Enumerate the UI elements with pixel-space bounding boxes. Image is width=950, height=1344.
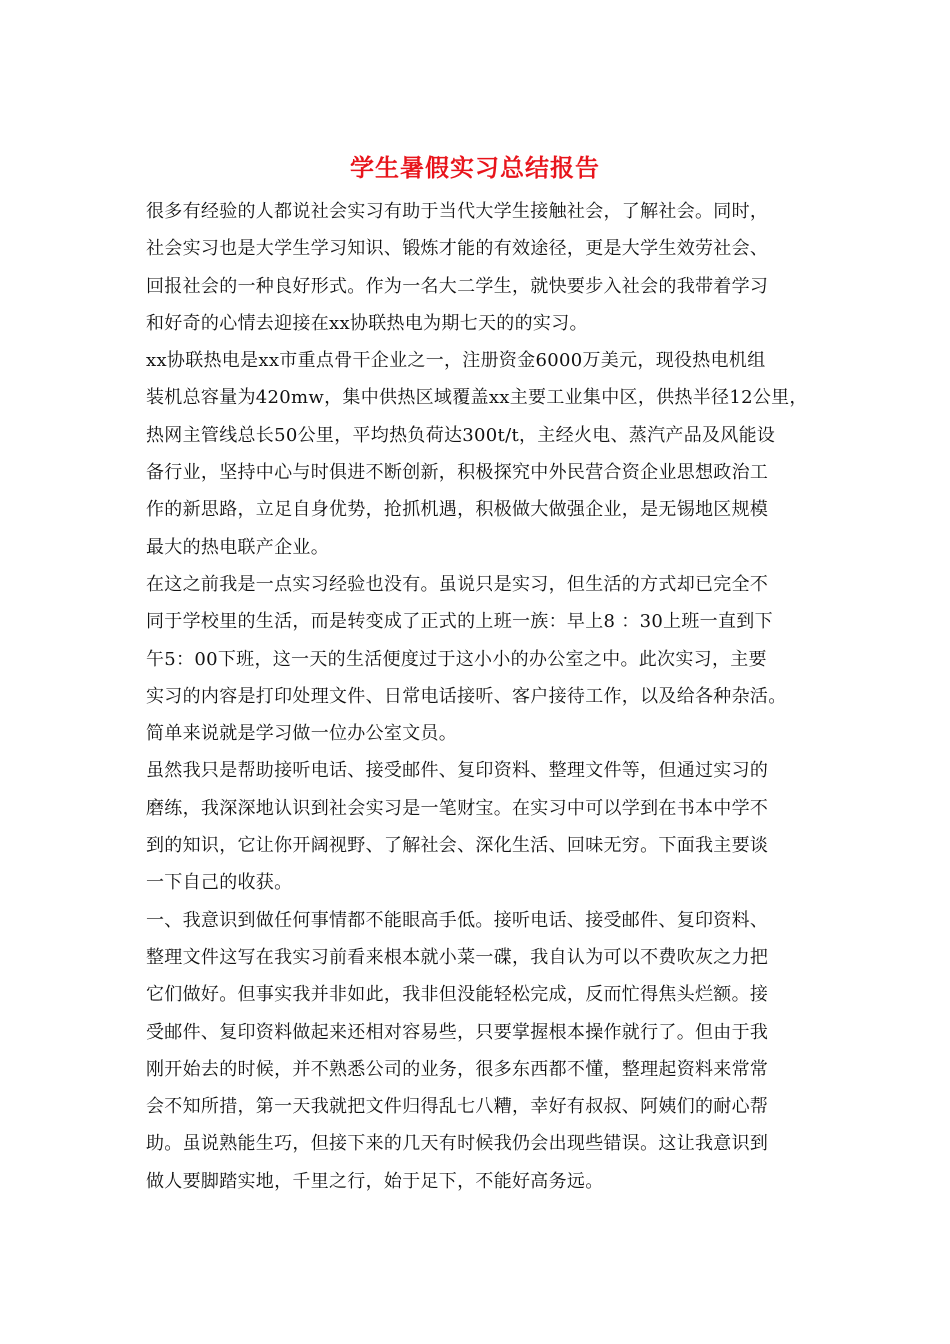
body-line: 社会实习也是大学生学习知识、锻炼才能的有效途径，更是大学生效劳社会、 (146, 238, 769, 260)
body-line: 做人要脚踏实地，千里之行，始于足下，不能好高务远。 (146, 1170, 604, 1192)
body-line: 实习的内容是打印处理文件、日常电话接听、客户接待工作，以及给各种杂活。 (146, 685, 787, 707)
body-line: 备行业，坚持中心与时俱进不断创新，积极探究中外民营合资企业思想政治工 (146, 462, 769, 484)
document-body (146, 193, 826, 1200)
body-line: 回报社会的一种良好形式。作为一名大二学生，就快要步入社会的我带着学习 (146, 275, 769, 297)
body-line: 午5：00下班，这一天的生活便度过于这小小的办公室之中。此次实习，主要 (146, 648, 767, 670)
body-line: 很多有经验的人都说社会实习有助于当代大学生接触社会，了解社会。同时， (146, 201, 769, 222)
document-title: 学生暑假实习总结报告 (350, 153, 600, 182)
body-line: xx协联热电是xx市重点骨干企业之一，注册资金6000万美元，现役热电机组 (146, 350, 766, 372)
body-line: 一、我意识到做任何事情都不能眼高手低。接听电话、接受邮件、复印资料、 (146, 909, 769, 931)
body-line: 作的新思路，立足自身优势，抢抓机遇，积极做大做强企业，是无锡地区规模 (146, 499, 769, 521)
body-line: 会不知所措，第一天我就把文件归得乱七八糟，幸好有叔叔、阿姨们的耐心帮 (146, 1096, 769, 1118)
body-line: 虽然我只是帮助接听电话、接受邮件、复印资料、整理文件等，但通过实习的 (146, 760, 769, 782)
body-line: 最大的热电联产企业。 (146, 536, 329, 558)
body-line: 同于学校里的生活，而是转变成了正式的上班一族：早上8 ：30上班一直到下 (146, 611, 773, 633)
body-line: 一下自己的收获。 (146, 872, 293, 894)
body-line: 它们做好。但事实我并非如此，我非但没能轻松完成，反而忙得焦头烂额。接 (146, 984, 769, 1006)
body-line: 受邮件、复印资料做起来还相对容易些，只要掌握根本操作就行了。但由于我 (146, 1021, 769, 1043)
body-line: 在这之前我是一点实习经验也没有。虽说只是实习，但生活的方式却已完全不 (146, 573, 769, 595)
body-line: 热网主管线总长50公里，平均热负荷达300t/t，主经火电、蒸汽产品及风能设 (146, 424, 776, 446)
body-line: 刚开始去的时候，并不熟悉公司的业务，很多东西都不懂，整理起资料来常常 (146, 1058, 769, 1080)
body-line: 整理文件这写在我实习前看来根本就小菜一碟，我自认为可以不费吹灰之力把 (146, 946, 769, 968)
body-line: 装机总容量为420mw，集中供热区域覆盖xx主要工业集中区，供热半径12公里， (146, 387, 808, 409)
body-line: 助。虽说熟能生巧，但接下来的几天有时候我仍会出现些错误。这让我意识到 (146, 1133, 769, 1155)
body-line: 简单来说就是学习做一位办公室文员。 (146, 723, 458, 745)
body-line: 和好奇的心情去迎接在xx协联热电为期七天的的实习。 (146, 312, 588, 334)
body-line: 磨练，我深深地认识到社会实习是一笔财宝。在实习中可以学到在书本中学不 (146, 797, 769, 819)
body-line: 到的知识，它让你开阔视野、了解社会、深化生活、回味无穷。下面我主要谈 (146, 835, 769, 857)
